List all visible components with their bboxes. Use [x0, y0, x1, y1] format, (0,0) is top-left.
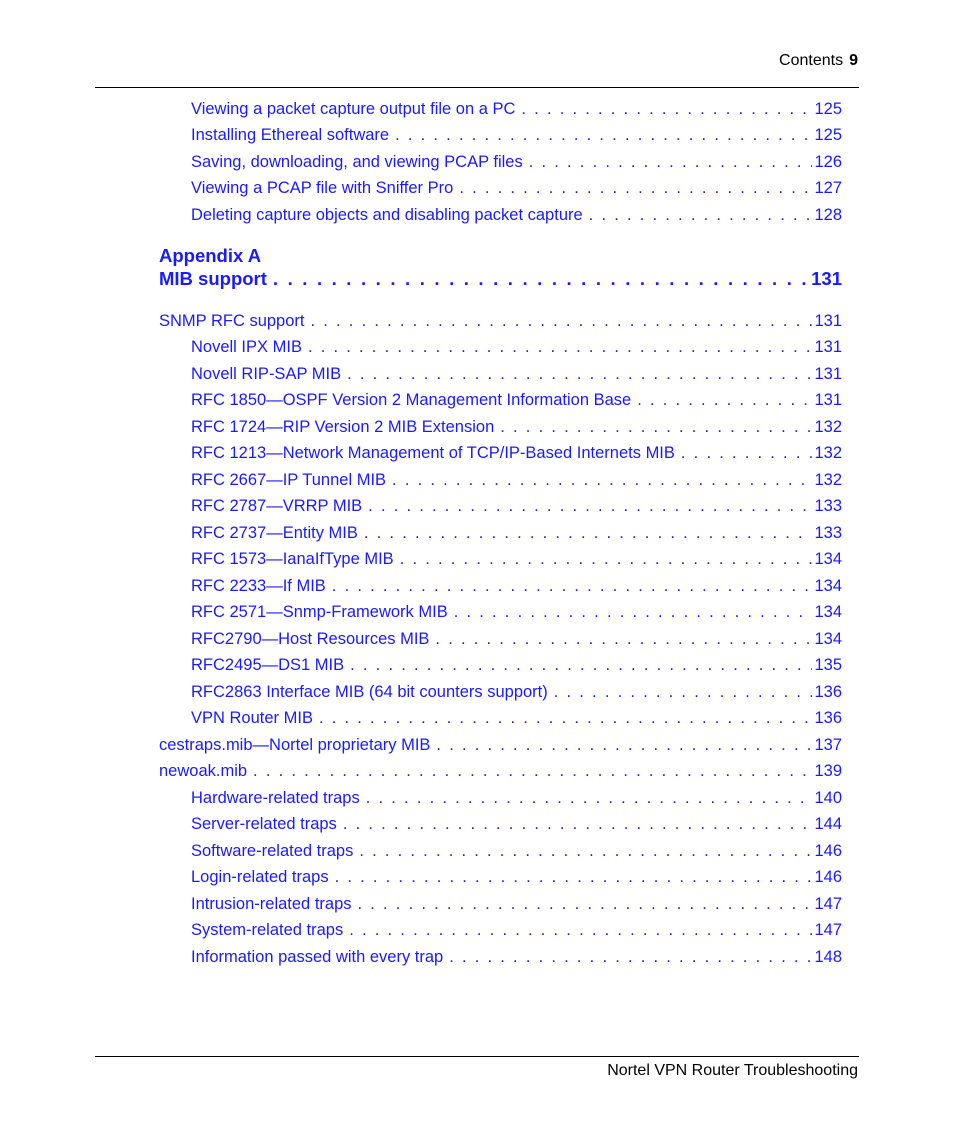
toc-entry-page: 128	[814, 206, 842, 224]
toc-entry-label: Viewing a PCAP file with Sniffer Pro	[191, 179, 454, 197]
toc-entry[interactable]	[159, 311, 842, 331]
toc-entry-label: VPN Router MIB	[191, 709, 313, 727]
toc-entry-page: 144	[814, 815, 842, 833]
dot-leader	[529, 152, 813, 172]
toc-entry-label: RFC2790—Host Resources MIB	[191, 630, 430, 648]
toc-entry-page: 147	[814, 921, 842, 939]
toc-entry-page: 132	[814, 444, 842, 462]
toc-entry[interactable]	[191, 682, 842, 702]
header-section: Contents	[779, 52, 844, 69]
dot-leader	[392, 470, 812, 490]
toc-entry[interactable]	[191, 629, 842, 649]
toc-entry[interactable]	[191, 894, 842, 914]
appendix-title: MIB support	[159, 268, 267, 289]
toc-entry-label: System-related traps	[191, 921, 344, 939]
toc-entry-label: Software-related traps	[191, 842, 354, 860]
toc-entry-label: RFC2863 Interface MIB (64 bit counters support)	[191, 683, 548, 701]
dot-leader	[349, 920, 812, 940]
dot-leader	[395, 125, 812, 145]
toc-entry[interactable]	[191, 841, 842, 861]
toc-entry[interactable]	[159, 761, 842, 781]
toc-entry[interactable]	[191, 549, 842, 569]
dot-leader	[368, 496, 812, 516]
toc-entry[interactable]	[191, 523, 842, 543]
toc-entry[interactable]	[191, 920, 842, 940]
toc-entry[interactable]	[191, 364, 842, 384]
footer-rule	[95, 1056, 859, 1057]
dot-leader	[332, 576, 813, 596]
toc-entry-page: 140	[814, 789, 842, 807]
toc-entry-page: 126	[814, 153, 842, 171]
toc-entry[interactable]	[191, 390, 842, 410]
toc-entry-page: 132	[814, 471, 842, 489]
dot-leader	[554, 682, 813, 702]
toc-entry-label: Installing Ethereal software	[191, 126, 390, 144]
dot-leader	[459, 178, 812, 198]
toc-entry-page: 147	[814, 895, 842, 913]
toc-entry-label: Intrusion-related traps	[191, 895, 352, 913]
toc-entry-label: RFC 2737—Entity MIB	[191, 524, 358, 542]
toc-entry-page: 134	[814, 577, 842, 595]
toc-entry[interactable]	[191, 470, 842, 490]
toc-entry-page: 133	[814, 524, 842, 542]
toc-entry-page: 134	[814, 630, 842, 648]
dot-leader	[347, 364, 812, 384]
dot-leader	[681, 443, 813, 463]
toc-entry-label: RFC 2787—VRRP MIB	[191, 497, 363, 515]
toc-entry-page: 131	[814, 391, 842, 409]
toc-entry-label: Viewing a packet capture output file on a PC	[191, 100, 516, 118]
toc-entry-page: 127	[814, 179, 842, 197]
toc-entry-label: RFC 1850—OSPF Version 2 Management Information Base	[191, 391, 632, 409]
dot-leader	[273, 267, 809, 290]
dot-leader	[358, 894, 813, 914]
dot-leader	[366, 788, 813, 808]
toc-entry-page: 135	[814, 656, 842, 674]
toc-entry[interactable]	[191, 708, 842, 728]
toc-entry[interactable]	[191, 788, 842, 808]
dot-leader	[343, 814, 813, 834]
dot-leader	[308, 337, 813, 357]
dot-leader	[500, 417, 812, 437]
toc-entry-page: 136	[814, 683, 842, 701]
toc-entry[interactable]	[191, 417, 842, 437]
toc-entry-page: 136	[814, 709, 842, 727]
toc-entry-label: RFC 2233—If MIB	[191, 577, 326, 595]
dot-leader	[253, 761, 812, 781]
page-footer: Nortel VPN Router Troubleshooting	[607, 1062, 858, 1079]
dot-leader	[311, 311, 813, 331]
toc-entry-page: 132	[814, 418, 842, 436]
toc-entry-page: 134	[814, 550, 842, 568]
dot-leader	[335, 867, 813, 887]
toc-entry-label: RFC 1213—Network Management of TCP/IP-Based Internets MIB	[191, 444, 675, 462]
toc-entry-label: Saving, downloading, and viewing PCAP files	[191, 153, 523, 171]
toc-entry[interactable]	[191, 443, 842, 463]
toc-entry[interactable]	[191, 947, 842, 967]
header-page-number: 9	[849, 52, 858, 69]
toc-entry[interactable]	[191, 205, 842, 225]
toc-entry-label: RFC 2571—Snmp-Framework MIB	[191, 603, 448, 621]
toc-entry-label: RFC 2667—IP Tunnel MIB	[191, 471, 387, 489]
dot-leader	[364, 523, 813, 543]
toc-entry-label: Server-related traps	[191, 815, 337, 833]
toc-entry-page: 131	[814, 365, 842, 383]
dot-leader	[589, 205, 813, 225]
toc-entry-label: Information passed with every trap	[191, 948, 444, 966]
toc-entry[interactable]	[191, 152, 842, 172]
dot-leader	[400, 549, 813, 569]
toc-entry[interactable]	[191, 576, 842, 596]
toc-entry[interactable]	[159, 735, 842, 755]
toc-entry-page: 131	[814, 338, 842, 356]
appendix-chapter-entry[interactable]	[159, 267, 842, 290]
dot-leader	[454, 602, 813, 622]
dot-leader	[359, 841, 812, 861]
toc-entry-page: 125	[814, 126, 842, 144]
toc-entry-label: RFC2495—DS1 MIB	[191, 656, 345, 674]
toc-entry[interactable]	[191, 496, 842, 516]
appendix-page: 131	[811, 268, 842, 289]
toc-entry[interactable]	[191, 99, 842, 119]
header-rule	[95, 87, 859, 88]
toc-entry-label: cestraps.mib—Nortel proprietary MIB	[159, 736, 431, 754]
toc-entry[interactable]	[191, 867, 842, 887]
page-header	[779, 51, 858, 71]
toc-entry[interactable]	[191, 337, 842, 357]
toc-entry-label: newoak.mib	[159, 762, 248, 780]
toc-entry[interactable]	[191, 602, 842, 622]
toc-entry-label: Novell IPX MIB	[191, 338, 302, 356]
dot-leader	[350, 655, 812, 675]
toc-entry[interactable]	[191, 178, 842, 198]
toc-entry-label: Novell RIP-SAP MIB	[191, 365, 342, 383]
dot-leader	[449, 947, 812, 967]
toc-entry-page: 146	[814, 868, 842, 886]
toc-entry-page: 125	[814, 100, 842, 118]
toc-entry-page: 137	[814, 736, 842, 754]
toc-entry[interactable]	[191, 125, 842, 145]
toc-entry-label: RFC 1573—IanaIfType MIB	[191, 550, 394, 568]
toc-entry-label: RFC 1724—RIP Version 2 MIB Extension	[191, 418, 495, 436]
dot-leader	[435, 629, 812, 649]
toc-entry-label: Login-related traps	[191, 868, 329, 886]
toc-entry-page: 133	[814, 497, 842, 515]
dot-leader	[436, 735, 812, 755]
toc-entry-label: Deleting capture objects and disabling packet capture	[191, 206, 583, 224]
toc-entry-page: 139	[814, 762, 842, 780]
dot-leader	[637, 390, 812, 410]
dot-leader	[521, 99, 812, 119]
toc-entry[interactable]	[191, 814, 842, 834]
dot-leader	[319, 708, 813, 728]
toc-entry-page: 131	[814, 312, 842, 330]
toc-entry-page: 134	[814, 603, 842, 621]
toc-entry[interactable]	[191, 655, 842, 675]
toc-entry-page: 146	[814, 842, 842, 860]
toc-entry-label: SNMP RFC support	[159, 312, 305, 330]
toc-entry-page: 148	[814, 948, 842, 966]
appendix-label: Appendix A	[159, 245, 262, 266]
toc-entry-label: Hardware-related traps	[191, 789, 360, 807]
